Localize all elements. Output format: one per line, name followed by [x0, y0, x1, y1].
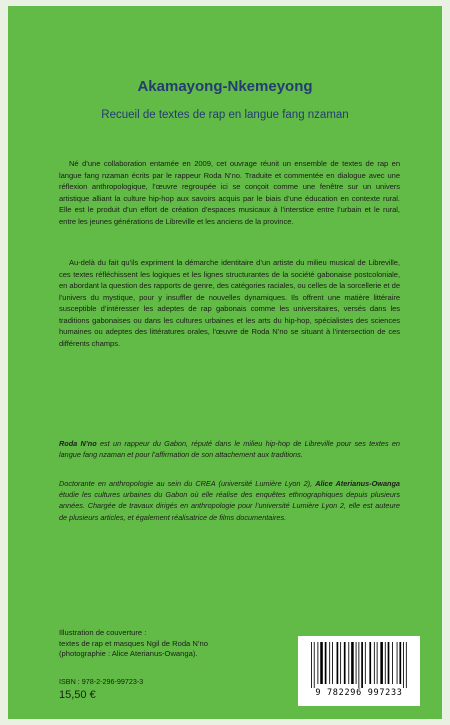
- isbn-text: ISBN : 978-2-296-99723-3: [59, 677, 144, 686]
- barcode-bar: [311, 642, 312, 688]
- book-subtitle: Recueil de textes de rap en langue fang nzaman: [101, 109, 349, 121]
- author-bio-2-intro: Doctorante en anthropologie au sein du CREA (université Lumière Lyon 2),: [59, 479, 316, 488]
- barcode-bar: [320, 642, 323, 684]
- author-bio-1: [59, 438, 400, 460]
- barcode-bar: [403, 642, 404, 688]
- author-bio-2-text: étudie les cultures urbaines du Gabon où elle réalise des enquêtes ethnographiques depuis plusieurs années. Chargée de travaux dirigés en anthropologie pour l’université Lumière Lyon 2, elle est auteure de plusieurs articles, et également réalisatrice de films documentaires.: [59, 490, 400, 522]
- barcode: [298, 636, 420, 706]
- barcode-bar: [377, 642, 378, 684]
- barcode-bar: [344, 642, 346, 684]
- credits-line-3: (photographie : Alice Aterianus-Owanga).: [59, 649, 198, 659]
- barcode-bar: [332, 642, 333, 684]
- book-title: Akamayong-Nkemeyong: [137, 78, 313, 95]
- price-text: 15,50 €: [59, 689, 96, 701]
- barcode-bar: [314, 642, 315, 688]
- credits-line-1: Illustration de couverture :: [59, 628, 147, 637]
- barcode-bar: [351, 642, 354, 684]
- barcode-bar: [365, 642, 366, 684]
- credits-line-2: textes de rap et masques Ngil de Roda N’no: [59, 638, 209, 648]
- barcode-bar: [385, 642, 386, 684]
- barcode-bars: [309, 642, 409, 688]
- barcode-bar: [388, 642, 390, 684]
- barcode-bar: [406, 642, 407, 688]
- barcode-bar: [348, 642, 349, 684]
- barcode-bar: [317, 642, 318, 684]
- author-name-2: Alice Aterianus-Owanga: [315, 479, 400, 488]
- barcode-bar: [399, 642, 401, 684]
- barcode-bar: [356, 642, 357, 684]
- barcode-bar: [397, 642, 398, 684]
- blurb-paragraph-2: Au-delà du fait qu’ils expriment la démarche identitaire d’un artiste du milieu musical de Libreville, ces textes réfléchissent les logiques et les lignes structurantes de la société gabonaise postcoloniale, en abordant la question des rapports de genre, des catégories raciales, ou celles de la sorcellerie et de l’univers du mystique, pour y insuffler de nouvelles dynamiques. Ils offrent une matière littéraire susceptible d’intéresser les adeptes de rap gabonais comme les universitaires, versés dans les traditions gabonaises ou dans les cultures urbaines et les arts du hip-hop, spécialistes des sciences humaines ou adeptes des littératures orales, l’œuvre de Roda N’no se situant à l’intersection de ces différents champs.: [59, 258, 400, 348]
- barcode-bar: [329, 642, 330, 684]
- barcode-digits: 9 782296 997233: [315, 688, 403, 698]
- back-cover: [8, 6, 442, 719]
- author-bio-1-text: est un rappeur du Gabon, réputé dans le milieu hip-hop de Libreville pour ses textes en langue fang nzaman et pour l’affirmation de son attachement aux traditions.: [59, 439, 400, 460]
- barcode-bar: [325, 642, 327, 684]
- barcode-bar: [374, 642, 375, 684]
- cover-credits: [59, 628, 289, 660]
- barcode-bar: [337, 642, 339, 684]
- barcode-bar: [340, 642, 341, 684]
- barcode-bar: [369, 642, 371, 684]
- blurb-paragraph-1: Né d’une collaboration entamée en 2009, cet ouvrage réunit un ensemble de textes de rap en langue fang nzaman écrits par le rappeur Roda N’no. Traduite et commentée en dialogue avec une réflexion anthropologique, l’œuvre regroupée ici se conçoit comme une fenêtre sur un univers artistique alliant la culture hip-hop aux savoirs acquis par le biais d’une éducation en contexte rural. Elle est le produit d’un effort de création d’espaces musicaux à l’interstice entre l’urbain et le rural, entre les jeunes générations de Libreville et les anciens de la province.: [59, 159, 400, 226]
- barcode-bar: [361, 642, 363, 688]
- barcode-bar: [392, 642, 393, 684]
- author-name-1: Roda N’no: [59, 439, 97, 448]
- barcode-bar: [380, 642, 383, 684]
- barcode-bar: [358, 642, 359, 688]
- author-bio-2: [59, 478, 400, 523]
